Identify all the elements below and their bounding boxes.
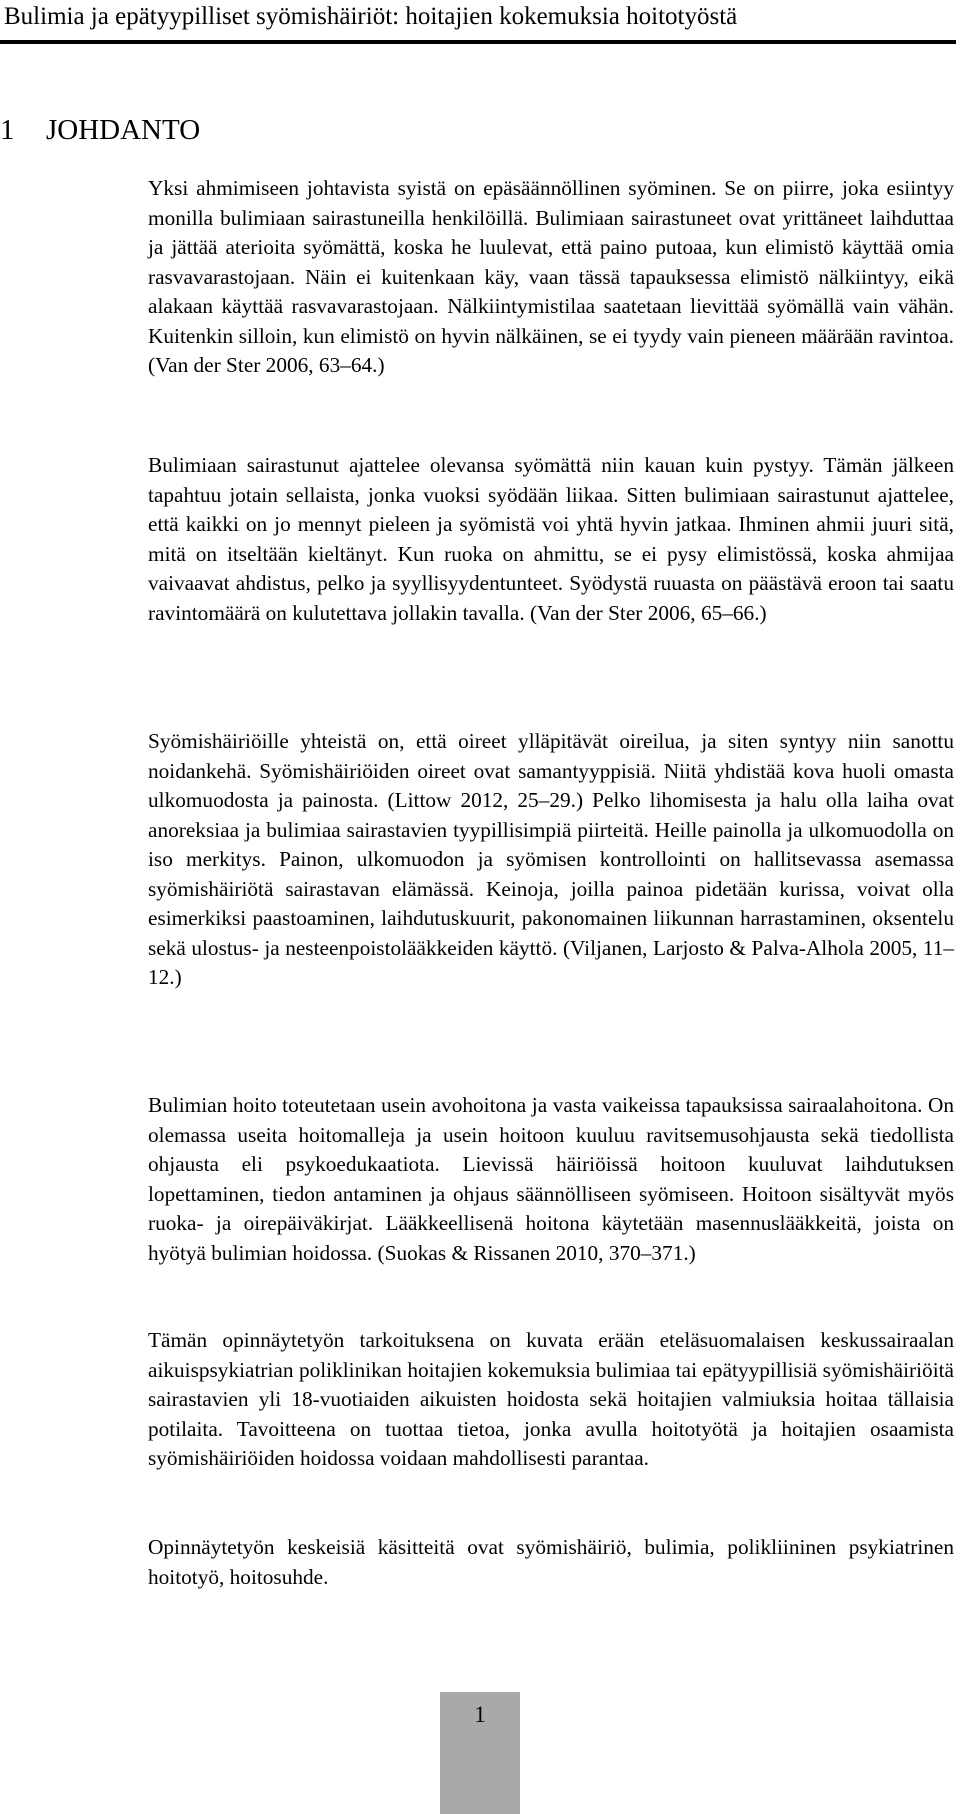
section-number: 1 [0,114,15,146]
page-number-box [440,1692,520,1814]
body-paragraph-4: Bulimian hoito toteutetaan usein avohoitona ja vasta vaikeissa tapauksissa sairaalahoitona. On olemassa useita hoitomalleja ja usein hoitoon kuuluu ravitsemusohjausta sekä tiedollista ohjausta eli psykoedukaatiota. Lievissä häiriöissä hoitoon kuuluvat laihdutuksen lopettaminen, tiedon antaminen ja ohjaus säännölliseen syömiseen. Hoitoon sisältyvät myös ruoka- ja oirepäiväkirjat. Lääkkeellisenä hoitona käytetään masennuslääkkeitä, joista on hyötyä bulimian hoidossa. (Suokas & Rissanen 2010, 370–371.) [148,1093,954,1265]
body-paragraph-6: Opinnäytetyön keskeisiä käsitteitä ovat syömishäiriö, bulimia, polikliininen psykiatrinen hoitotyö, hoitosuhde. [148,1535,954,1589]
body-paragraph-3: Syömishäiriöille yhteistä on, että oireet ylläpitävät oireilua, ja siten syntyy niin sanottu noidankehä. Syömishäiriöiden oireet ovat samantyyppisiä. Niitä yhdistää kova huoli omasta ulkomuodosta ja painosta. (Littow 2012, 25–29.) Pelko lihomisesta ja halu olla laiha ovat anoreksiaa ja bulimiaa sairastavien tyypillisimpiä piirteitä. Heille painolla ja ulkomuodolla on iso merkitys. Painon, ulkomuodon ja syömisen kontrollointi on hallitsevassa asemassa syömishäiriötä sairastavan elämässä. Keinoja, joilla painoa pidetään kurissa, voivat olla esimerkiksi paastoaminen, laihdutuskuurit, pakonomainen liikunnan harrastaminen, oksentelu sekä ulostus- ja nesteenpoistolääkkeiden käyttö. (Viljanen, Larjosto & Palva-Alhola 2005, 11–12.) [148,729,954,990]
running-header-title: Bulimia ja epätyypilliset syömishäiriöt: hoitajien kokemuksia hoitotyöstä [4,3,738,30]
body-paragraph-5: Tämän opinnäytetyön tarkoituksena on kuvata erään eteläsuomalaisen keskussairaalan aikuispsykiatrian poliklinikan hoitajien kokemuksia bulimiaa tai epätyypillisiä syömishäiriöitä sairastavien yli 18-vuotiaiden aikuisten hoidosta sekä hoitajien valmiuksia hoitaa tällaisia potilaita. Tavoitteena on tuottaa tietoa, jonka avulla hoitotyötä ja hoitajien osaamista syömishäiriöiden hoidossa voidaan mahdollisesti parantaa. [148,1328,954,1471]
section-heading [0,112,200,148]
body-paragraph-1: Yksi ahmimiseen johtavista syistä on epäsäännöllinen syöminen. Se on piirre, joka esiintyy monilla bulimiaan sairastuneilla henkilöillä. Bulimiaan sairastuneet ovat yrittäneet laihduttaa ja jättää aterioita syömättä, koska he luulevat, että paino putoaa, kun elimistö käyttää omia rasvavarastojaan. Näin ei kuitenkaan käy, vaan tässä tapauksessa elimistö nälkiintyy, eikä alakaan käyttää rasvavarastojaan. Nälkiintymistilaa saatetaan lievittää syömällä vain vähän. Kuitenkin silloin, kun elimistö on hyvin nälkäinen, se ei tyydy vain pieneen määrään ravintoa. (Van der Ster 2006, 63–64.) [148,176,954,378]
body-paragraph-2: Bulimiaan sairastunut ajattelee olevansa syömättä niin kauan kuin pystyy. Tämän jälkeen tapahtuu jotain sellaista, jonka vuoksi syödään liikaa. Sitten bulimiaan sairastunut ajattelee, että kaikki on jo mennyt pieleen ja syömistä voi yhtä hyvin jatkaa. Ihminen ahmii juuri sitä, mitä on itseltään kieltänyt. Kun ruoka on ahmittu, se ei pysy elimistössä, koska ahmijaa vaivaavat ahdistus, pelko ja syyllisyydentunteet. Syödystä ruuasta on päästävä eroon tai saatu ravintomäärä on kulutettava jollakin tavalla. (Van der Ster 2006, 65–66.) [148,453,954,625]
section-title: JOHDANTO [46,114,201,146]
page-number: 1 [474,1702,486,1727]
running-header [0,0,956,44]
